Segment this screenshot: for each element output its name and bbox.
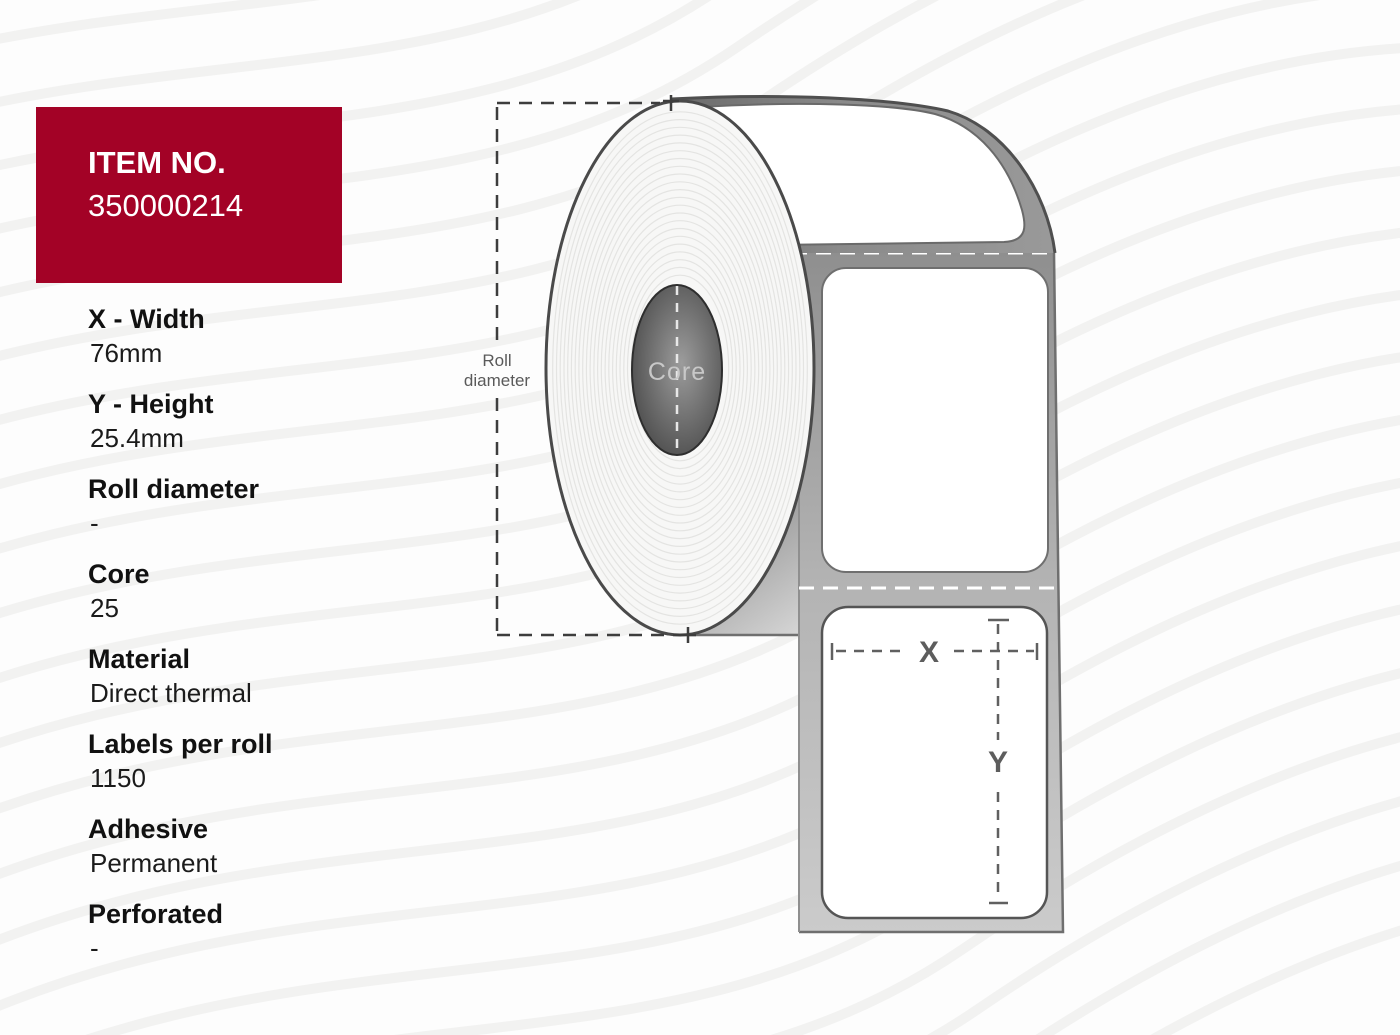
spec-label: Core bbox=[88, 559, 150, 589]
spec-value: 1150 bbox=[90, 763, 146, 793]
spec-item-core bbox=[88, 557, 388, 625]
spec-label: Roll diameter bbox=[88, 474, 260, 504]
roll-face bbox=[546, 101, 814, 635]
spec-item-y-height bbox=[88, 387, 388, 455]
spec-list bbox=[88, 302, 388, 982]
spec-item-labels-per-roll bbox=[88, 727, 388, 795]
spec-label: Perforated bbox=[88, 899, 224, 929]
spec-value: - bbox=[90, 933, 99, 963]
spec-item-material bbox=[88, 642, 388, 710]
spec-value: 76mm bbox=[90, 338, 163, 368]
spec-label: Y - Height bbox=[88, 389, 214, 419]
spec-item-roll-diameter bbox=[88, 472, 388, 540]
roll-diameter-label-line1: Roll bbox=[482, 351, 512, 370]
item-number-value: 350000214 bbox=[88, 188, 244, 223]
spec-label: Adhesive bbox=[88, 814, 209, 844]
spec-label: X - Width bbox=[88, 304, 205, 334]
item-number-panel bbox=[36, 107, 342, 283]
roll-diameter-label-line2: diameter bbox=[463, 371, 531, 390]
spec-value: - bbox=[90, 508, 99, 538]
spec-label: Labels per roll bbox=[88, 729, 273, 759]
spec-value: 25 bbox=[90, 593, 119, 623]
y-dimension-label: Y bbox=[987, 746, 1009, 779]
spec-item-perforated bbox=[88, 897, 388, 965]
spec-value: 25.4mm bbox=[90, 423, 184, 453]
spec-value: Direct thermal bbox=[90, 678, 252, 708]
core-label: Core bbox=[647, 358, 707, 386]
spec-value: Permanent bbox=[90, 848, 218, 878]
spec-label: Material bbox=[88, 644, 191, 674]
middle-label bbox=[822, 268, 1048, 572]
item-number-title: ITEM NO. bbox=[88, 145, 226, 180]
spec-item-x-width bbox=[88, 302, 388, 370]
x-dimension-label: X bbox=[918, 636, 940, 669]
spec-item-adhesive bbox=[88, 812, 388, 880]
